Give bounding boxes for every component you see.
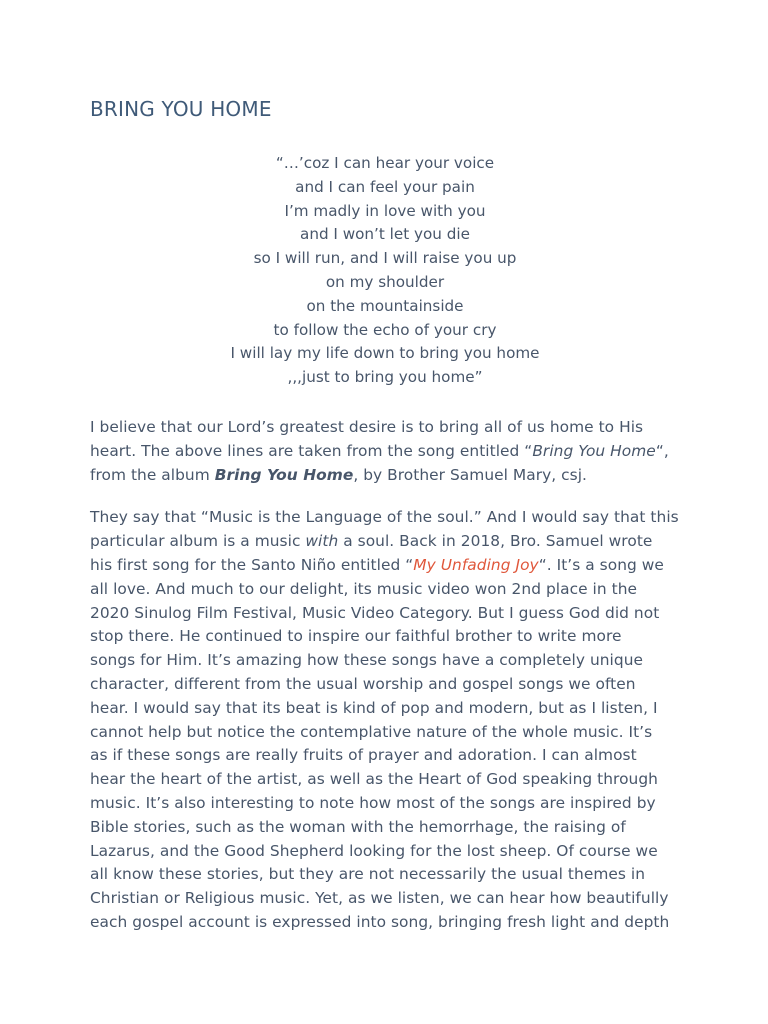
document-page (90, 93, 680, 954)
lyric-line: so I will run, and I will raise you up (253, 249, 517, 268)
emphasis-italic: with (305, 532, 339, 551)
paragraph-line: 2020 Sinulog Film Festival, Music Video Category. But I guess God did not (90, 603, 660, 622)
paragraph-line: as if these songs are really fruits of prayer and adoration. I can almost (90, 746, 637, 765)
paragraph-line: cannot help but notice the contemplative nature of the whole music. It’s (90, 722, 653, 741)
lyric-line: I will lay my life down to bring you home (230, 344, 540, 363)
lyrics-block (90, 152, 680, 390)
page-title: BRING YOU HOME (90, 97, 272, 121)
paragraph-line: music. It’s also interesting to note how most of the songs are inspired by (90, 793, 656, 812)
paragraph-line: hear the heart of the artist, as well as the Heart of God speaking through (90, 770, 658, 789)
paragraph-line: each gospel account is expressed into song, bringing fresh light and depth (90, 912, 670, 931)
song-title-italic: Bring You Home (532, 441, 656, 460)
paragraph-line: Lazarus, and the Good Shepherd looking for the lost sheep. Of course we (90, 841, 658, 860)
text-run: “, (655, 441, 669, 460)
text-run: heart. The above lines are taken from the song entitled “ (90, 441, 533, 460)
text-run: particular album is a music (90, 532, 306, 551)
album-title-bold-italic: Bring You Home (214, 465, 354, 484)
lyric-line: “…’coz I can hear your voice (275, 154, 495, 172)
paragraph-line: hear. I would say that its beat is kind of pop and modern, but as I listen, I (90, 698, 658, 717)
paragraph-line (90, 440, 680, 464)
lyric-line: to follow the echo of your cry (273, 320, 497, 339)
lyric-line: on my shoulder (325, 272, 445, 291)
paragraph-line: character, different from the usual worship and gospel songs we often (90, 674, 636, 693)
paragraph-line: Christian or Religious music. Yet, as we listen, we can hear how beautifully (90, 889, 669, 908)
song-link[interactable]: My Unfading Joy (413, 555, 539, 574)
paragraph-line: all know these stories, but they are not necessarily the usual themes in (90, 865, 646, 884)
text-run: “. It’s a song we (538, 555, 664, 574)
paragraph-line: Bible stories, such as the woman with the hemorrhage, the raising of (90, 817, 626, 836)
lyric-line: on the mountainside (306, 296, 464, 315)
text-run: a soul. Back in 2018, Bro. Samuel wrote (338, 532, 653, 551)
paragraph-intro (90, 416, 680, 487)
text-run: his first song for the Santo Niño entitled “ (90, 555, 414, 574)
paragraph-line: They say that “Music is the Language of the soul.” And I would say that this (90, 508, 679, 527)
paragraph-line: all love. And much to our delight, its music video won 2nd place in the (90, 579, 638, 598)
paragraph-line: I believe that our Lord’s greatest desire is to bring all of us home to His (90, 417, 644, 436)
lyric-line: and I won’t let you die (300, 225, 470, 244)
paragraph-line (90, 464, 680, 488)
text-run: , by Brother Samuel Mary, csj. (353, 465, 588, 484)
paragraph-line (90, 530, 680, 554)
lyric-line: I’m madly in love with you (284, 201, 486, 220)
paragraph-body (90, 506, 680, 934)
paragraph-line (90, 554, 680, 578)
lyric-line: and I can feel your pain (295, 177, 475, 196)
paragraph-line: stop there. He continued to inspire our faithful brother to write more (90, 627, 622, 646)
paragraph-line: songs for Him. It’s amazing how these songs have a completely unique (90, 651, 644, 670)
text-run: from the album (90, 465, 215, 484)
lyric-line: ,,,just to bring you home” (287, 368, 483, 387)
